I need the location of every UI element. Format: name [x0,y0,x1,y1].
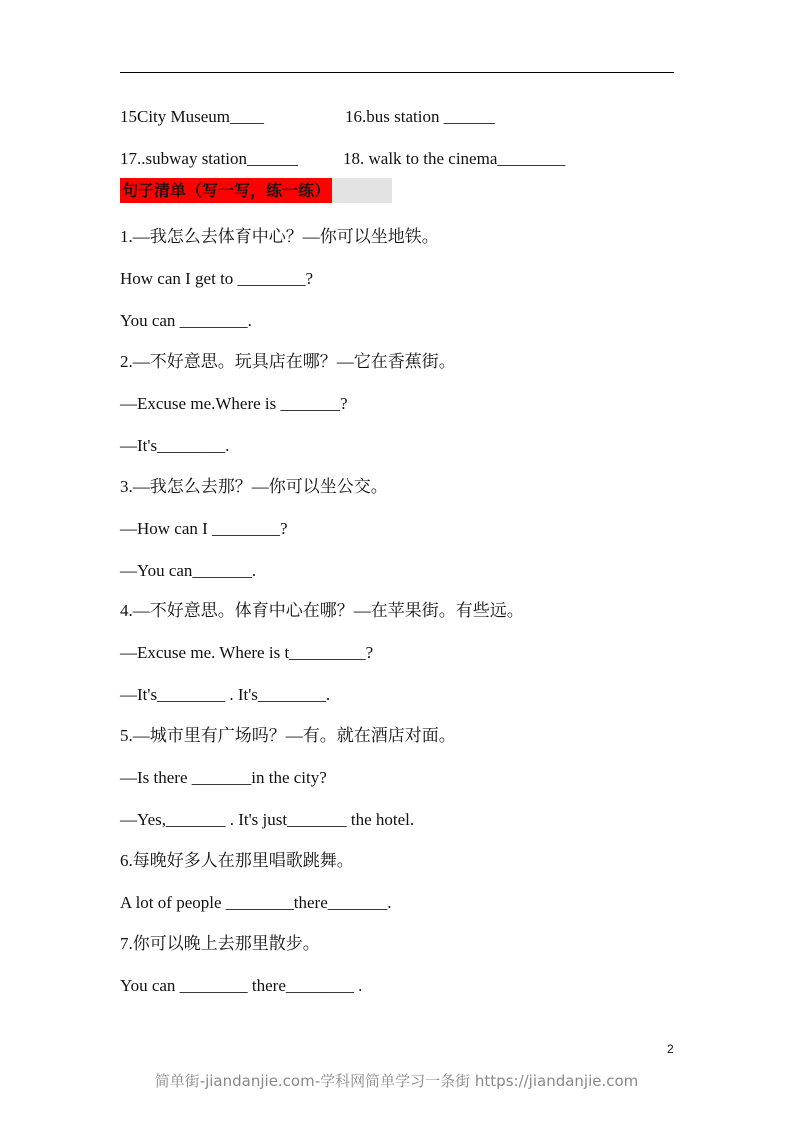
vocab-item-16: 16.bus station ______ [345,107,495,126]
answer-line: —Excuse me. Where is t_________? [120,643,374,662]
vocab-item-18: 18. walk to the cinema________ [343,149,566,168]
answer-line: —Is there _______in the city? [120,768,327,787]
question-line: 6.每晚好多人在那里唱歌跳舞。 [120,851,354,870]
vocab-item-15: 15City Museum____ [120,107,265,126]
answer-line: You can ________ there________ . [120,976,363,995]
answer-line: You can ________. [120,311,252,330]
section-heading: 句子清单（写一写，练一练） [120,178,332,203]
question-line: 2.—不好意思。玩具店在哪？—它在香蕉街。 [120,352,456,371]
answer-line: —How can I ________? [120,519,288,538]
answer-line: —Excuse me.Where is _______? [120,394,348,413]
question-line: 3.—我怎么去那？—你可以坐公交。 [120,477,388,496]
vocab-item-17: 17..subway station______ [120,149,299,168]
question-line: 5.—城市里有广场吗？—有。就在酒店对面。 [120,726,456,745]
answer-line: —You can_______. [120,561,257,580]
question-line: 4.—不好意思。体育中心在哪？—在苹果街。有些远。 [120,601,524,620]
top-rule [120,72,674,73]
page-number: 2 [667,1042,674,1056]
answer-line: A lot of people ________there_______. [120,893,392,912]
answer-line: How can I get to ________? [120,269,314,288]
answer-line: —Yes,_______ . It's just_______ the hotel. [120,810,415,829]
answer-line: —It's________. [120,436,230,455]
question-line: 7.你可以晚上去那里散步。 [120,934,320,953]
answer-line: —It's________ . It's________. [120,685,331,704]
footer-watermark: 简单街-jiandanjie.com-学科网简单学习一条街 https://jiandanjie.com [154,1072,639,1090]
question-line: 1.—我怎么去体育中心？—你可以坐地铁。 [120,227,439,246]
